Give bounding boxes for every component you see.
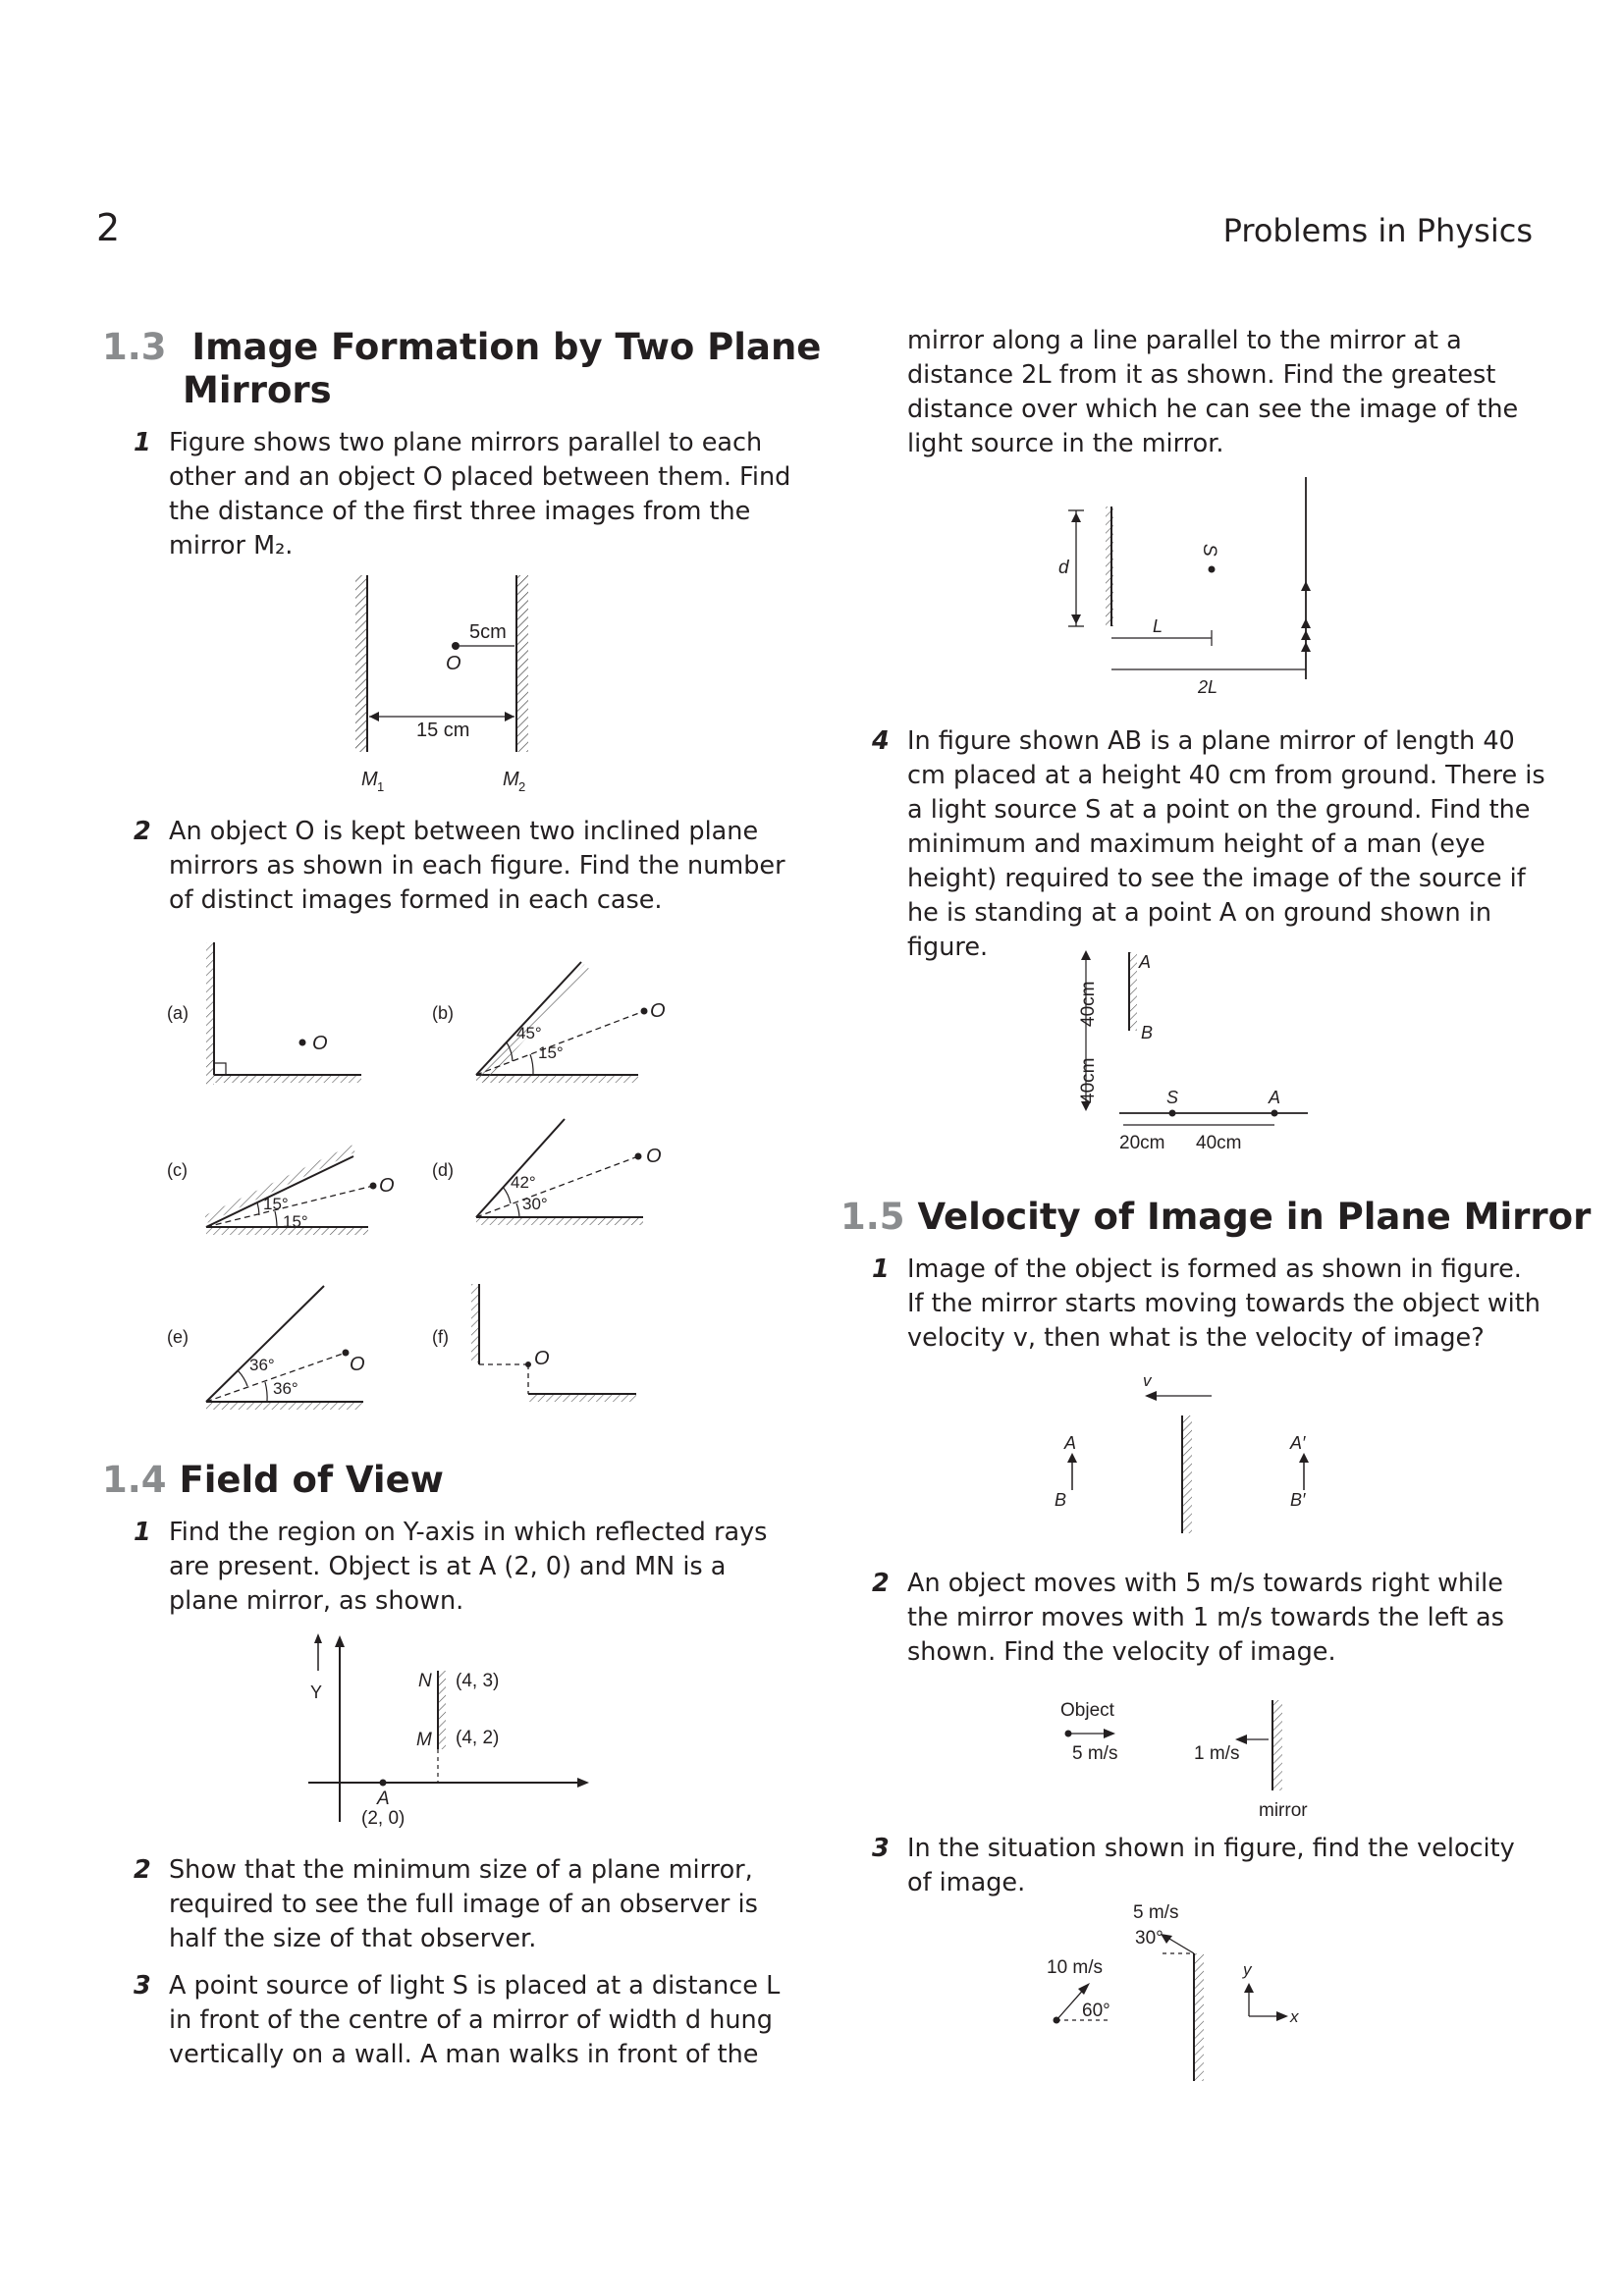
object-label: O: [350, 1354, 365, 1375]
angle-label: 15°: [538, 1043, 564, 1062]
problem-1-4-2: [134, 1853, 797, 1956]
section-number: 1.3: [102, 326, 167, 368]
object-label: O: [534, 1348, 550, 1369]
section-1-5-title: [840, 1196, 1591, 1239]
problem-1-4-1: [134, 1516, 797, 1619]
angle-label: 30°: [522, 1195, 548, 1213]
running-title: Problems in Physics: [1222, 212, 1533, 249]
velocity-label: v: [1143, 1371, 1152, 1390]
problem-text: A point source of light S is placed at a distance L in front of the centre of a mirror of width d hung vertically on a wall. A man walks in front of the: [169, 1971, 781, 2069]
problem-1-3-1: [134, 426, 797, 563]
case-label: (e): [167, 1327, 189, 1347]
problem-1-4-4: [872, 724, 1545, 965]
mirror-width-label: d: [1058, 558, 1069, 578]
figure-object-mirror-velocity: [1051, 1694, 1325, 1832]
section-title-line2: Mirrors: [183, 369, 332, 411]
problem-number: 1: [134, 1518, 151, 1547]
figure-parallel-mirrors: [334, 569, 560, 805]
height-lower-label: 40cm: [1078, 1057, 1099, 1103]
figure-axis-mirror: [295, 1629, 609, 1836]
object-label: O: [646, 1146, 662, 1167]
object-label: O: [446, 653, 461, 674]
object-label: O: [379, 1175, 395, 1197]
object-bottom-label: B: [1055, 1490, 1067, 1510]
case-c: [167, 1148, 395, 1235]
problem-number: 2: [872, 1569, 890, 1598]
object-point: [452, 642, 460, 650]
case-f: [432, 1284, 636, 1402]
point-n-label: N: [418, 1671, 432, 1691]
source-s: [1209, 566, 1216, 573]
section-1-4-title: [102, 1459, 444, 1502]
section-title-line1: Image Formation by Two Plane: [191, 326, 822, 368]
angle-label: 45°: [516, 1024, 542, 1042]
problem-number: 2: [134, 817, 151, 846]
x-axis-label: x: [1290, 2007, 1299, 2026]
problem-number: 3: [872, 1834, 890, 1863]
case-d: [432, 1119, 662, 1225]
mirror-velocity-label: 5 m/s: [1133, 1902, 1179, 1923]
point-n-coord: (4, 3): [456, 1671, 500, 1691]
problem-text: An object moves with 5 m/s towards right while the mirror moves with 1 m/s towards the left as shown. Find the velocity of image.: [907, 1569, 1504, 1667]
mirror-m1-hatch: [355, 575, 367, 752]
object-label: Object: [1060, 1700, 1114, 1721]
problem-number: 4: [872, 726, 890, 756]
problem-number: 1: [872, 1255, 890, 1284]
mirror-velocity-label: 1 m/s: [1194, 1743, 1240, 1764]
angle-label: 15°: [263, 1195, 289, 1213]
y-axis-label: Y: [310, 1682, 323, 1702]
angle-label: 36°: [273, 1379, 298, 1398]
case-a: [167, 942, 361, 1085]
case-label: (f): [432, 1327, 449, 1347]
case-b: [432, 962, 666, 1083]
image-bottom-label: B′: [1290, 1490, 1306, 1510]
problem-text: An object O is kept between two inclined plane mirrors as shown in each figure. Find the number of distinct images formed in each case.: [169, 817, 785, 915]
problem-1-5-1: [872, 1253, 1545, 1356]
point-m-coord: (4, 2): [456, 1728, 500, 1748]
image-top-label: A′: [1290, 1433, 1306, 1453]
figure-man-walking: [1051, 471, 1325, 697]
mirror-angle-label: 30°: [1135, 1928, 1163, 1949]
point-m-label: M: [416, 1730, 432, 1750]
object-top-label: A: [1064, 1433, 1077, 1453]
mirror-end-a: A: [1139, 952, 1152, 972]
problem-1-3-2: [134, 815, 797, 918]
section-number: 1.4: [102, 1459, 167, 1501]
mirror-m2-label: M: [503, 769, 519, 790]
problem-text: Image of the object is formed as shown in figure. If the mirror starts moving towards the object with velocity v, then what is the velocity of image?: [907, 1255, 1541, 1353]
arrow-head: [369, 712, 379, 721]
problem-text: Figure shows two plane mirrors parallel to each other and an object O placed between them. Find the distance of the first three images from the mirror M₂.: [169, 428, 791, 561]
mirror-m2-subscript: 2: [518, 779, 526, 794]
problem-text: Show that the minimum size of a plane mirror, required to see the full image of an observer is half the size of that observer.: [169, 1855, 758, 1953]
distance-2l-label: 2L: [1198, 677, 1218, 697]
angle-label: 42°: [511, 1173, 536, 1192]
problem-text: In the situation shown in figure, find the velocity of image.: [907, 1834, 1515, 1897]
distance-1-label: 20cm: [1119, 1133, 1165, 1153]
mirror-m2-hatch: [516, 575, 528, 752]
point-a-label: A: [377, 1789, 390, 1809]
problem-1-4-3: [134, 1969, 797, 2072]
case-label: (c): [167, 1160, 188, 1180]
problem-text: Find the region on Y-axis in which reflected rays are present. Object is at A (2, 0) and MN is a plane mirror, as shown.: [169, 1518, 768, 1616]
source-s-label: S: [1166, 1088, 1179, 1107]
source-label: S: [1199, 544, 1219, 557]
problem-number: 2: [134, 1855, 151, 1885]
y-axis-arrow: [335, 1635, 345, 1647]
figure-image-velocity: [1041, 1364, 1335, 1541]
mirror-end-b: B: [1141, 1023, 1154, 1042]
object-angle-label: 60°: [1082, 2001, 1110, 2021]
problem-1-5-2: [872, 1567, 1545, 1670]
problem-1-5-3: [872, 1832, 1545, 1900]
angle-label: 15°: [283, 1212, 308, 1231]
problem-1-4-3-continued: [907, 324, 1545, 461]
section-number: 1.5: [840, 1196, 905, 1238]
figure-ab-mirror: [1051, 940, 1325, 1156]
object-velocity-label: 10 m/s: [1047, 1957, 1104, 1978]
problem-text: In figure shown AB is a plane mirror of length 40 cm placed at a height 40 cm from ground. There is a light source S at a point on the ground. Find the minimum and maximum height of a man (eye height) required to see the image of the source if he is standing at a point A on ground shown in figure.: [907, 726, 1545, 962]
x-axis-arrow: [577, 1778, 589, 1788]
mirror-m1-subscript: 1: [377, 779, 385, 794]
point-a-label: A: [1269, 1088, 1281, 1107]
section-title: Velocity of Image in Plane Mirror: [917, 1196, 1592, 1238]
case-label: (d): [432, 1160, 454, 1180]
gap-label: 15 cm: [416, 720, 470, 741]
section-1-3-title: [102, 326, 821, 412]
height-upper-label: 40cm: [1078, 981, 1099, 1027]
problem-text: mirror along a line parallel to the mirror at a distance 2L from it as shown. Find the greatest distance over which he can see the image of the light source in the mirror.: [907, 326, 1519, 458]
arrow-head: [505, 712, 514, 721]
page-number: 2: [96, 206, 121, 249]
case-e: [167, 1286, 365, 1410]
case-label: (a): [167, 1003, 189, 1023]
object-velocity-label: 5 m/s: [1072, 1743, 1118, 1764]
object-label: O: [312, 1033, 328, 1054]
problem-number: 1: [134, 428, 151, 457]
angle-label: 36°: [249, 1356, 275, 1374]
distance-l-label: L: [1153, 616, 1163, 636]
figure-inclined-mirrors: [157, 933, 668, 1423]
problem-number: 3: [134, 1971, 151, 2001]
y-axis-label: y: [1243, 1960, 1252, 1979]
point-a-coord: (2, 0): [361, 1808, 406, 1829]
mirror-m1-label: M: [361, 769, 378, 790]
section-title: Field of View: [179, 1459, 444, 1501]
object-a: [380, 1780, 387, 1787]
case-label: (b): [432, 1003, 454, 1023]
distance-2-label: 40cm: [1196, 1133, 1242, 1153]
distance-label: 5cm: [469, 621, 507, 643]
point-a: [1271, 1110, 1278, 1117]
object-label: O: [650, 1000, 666, 1022]
mirror-label: mirror: [1259, 1800, 1308, 1821]
figure-oblique-velocity: [1041, 1900, 1335, 2087]
source-s: [1169, 1110, 1176, 1117]
